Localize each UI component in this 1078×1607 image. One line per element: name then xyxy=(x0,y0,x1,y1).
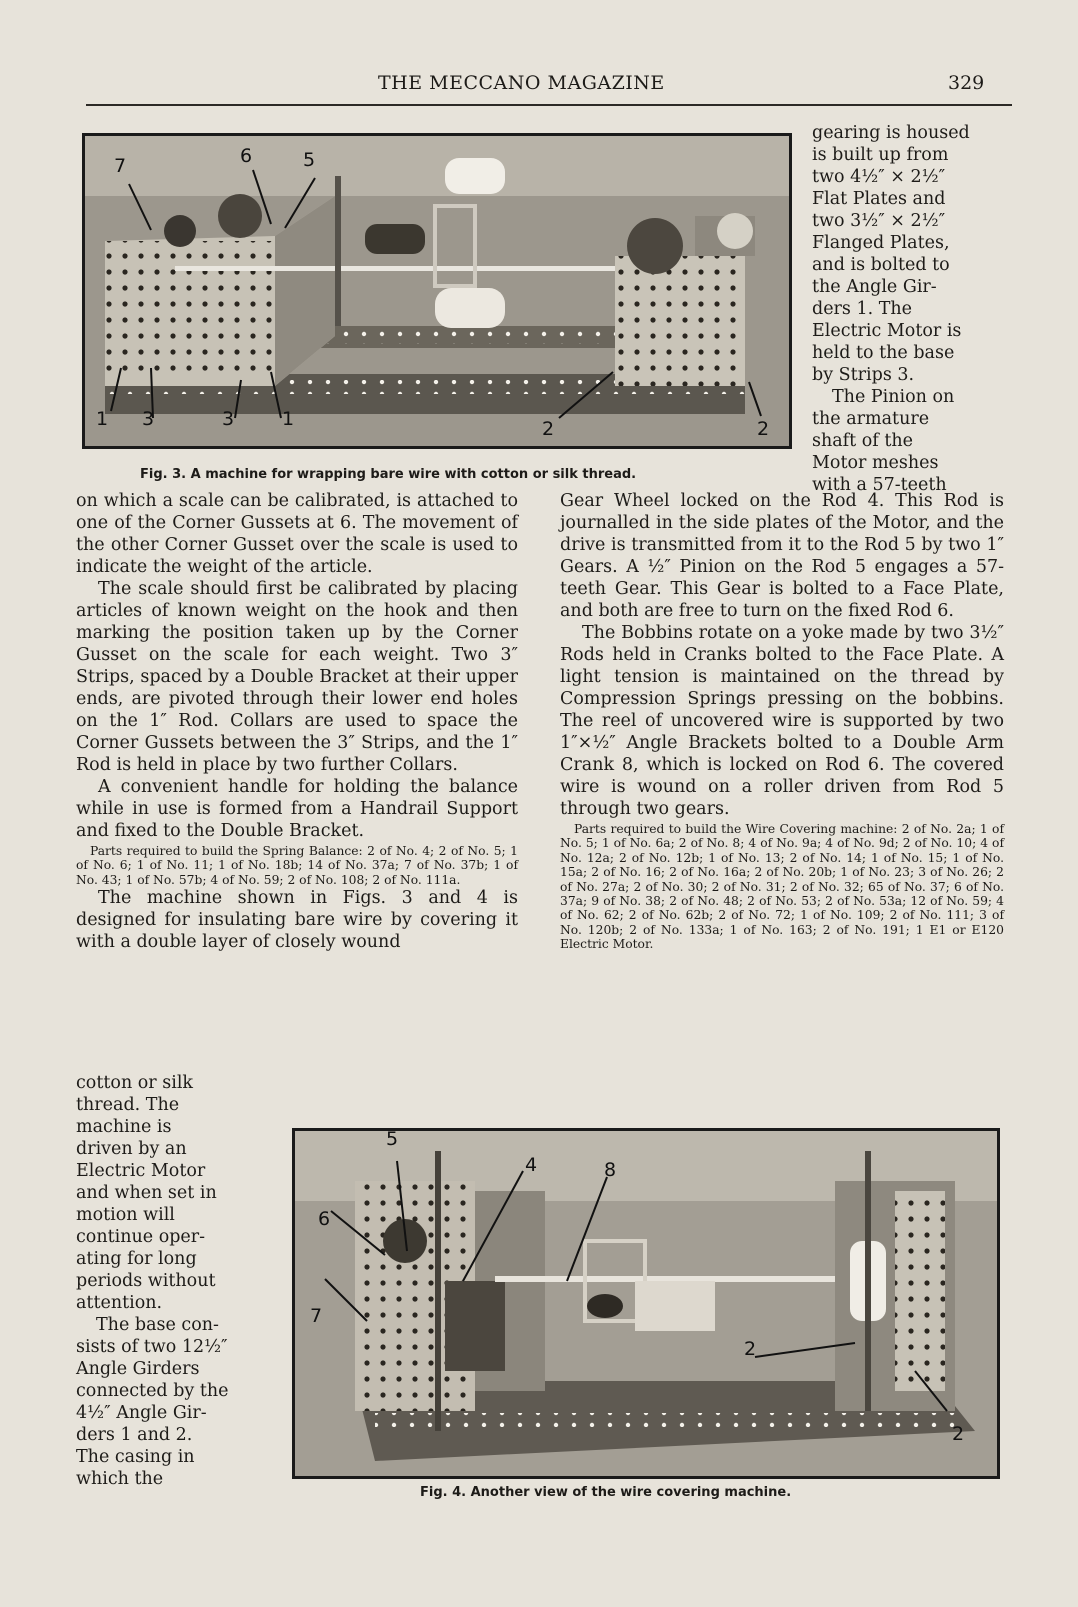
header-rule xyxy=(86,104,1012,106)
text-line: The base con- xyxy=(96,1315,219,1335)
text-line: Flanged Plates, xyxy=(812,233,950,253)
text-line: Flat Plates and xyxy=(812,189,946,209)
text-line: shaft of the xyxy=(812,431,913,451)
text-line: two 3½″ × 2½″ xyxy=(812,211,946,231)
text-line: driven by an xyxy=(76,1139,187,1159)
text-line: continue oper- xyxy=(76,1227,206,1247)
paragraph: The Bobbins rotate on a yoke made by two 3½″ Rods held in Cranks bolted to the Face Plate. A light tension is maintained on the thread by Compression Springs pressing on the bobbins. The reel of uncovered wire is supported by two 1″×½″ Angle Brackets bolted to a Double Arm Crank 8, which is locked on Rod 6. The covered wire is wound on a roller driven from Rod 5 through two gears. xyxy=(560,623,1004,819)
text-line: ders 1 and 2. xyxy=(76,1425,193,1445)
text-line: the Angle Gir- xyxy=(812,277,937,297)
page-number: 329 xyxy=(948,72,985,94)
text-line: and when set in xyxy=(76,1183,217,1203)
parts-list: Parts required to build the Wire Covering machine: 2 of No. 2a; 1 of No. 5; 1 of No. 6a; 2 of No. 8; 4 of No. 9a; 4 of No. 9d; 2 of No. 10; 4 of No. 12a; 2 of No. 12b; 1 of No. 13; 2 of No. 14; 1 of No. 15; 1 of No. 15a; 2 of No. 16; 2 of No. 16a; 2 of No. 20b; 1 of No. 23; 3 of No. 26; 2 of No. 27a; 2 of No. 30; 2 of No. 31; 2 of No. 32; 65 of No. 37; 6 of No. 37a; 9 of No. 38; 2 of No. 48; 2 of No. 53; 2 of No. 53a; 12 of No. 59; 4 of No. 62; 2 of No. 62b; 2 of No. 72; 1 of No. 109; 2 of No. 111; 3 of No. 120b; 2 of No. 133a; 1 of No. 163; 2 of No. 191; 1 E1 or E120 Electric Motor. xyxy=(560,822,1004,952)
text-line: Angle Girders xyxy=(76,1359,200,1379)
text-line: cotton or silk xyxy=(76,1073,194,1093)
paragraph: A convenient handle for holding the balance while in use is formed from a Handrail Support and fixed to the Double Bracket. xyxy=(76,777,518,841)
text-line: and is bolted to xyxy=(812,255,950,275)
callout-7: 7 xyxy=(114,155,127,177)
text-line: which the xyxy=(76,1469,164,1489)
text-line: machine is xyxy=(76,1117,172,1137)
paragraph: The machine shown in Figs. 3 and 4 is designed for insulating bare wire by covering it with a double layer of closely wound xyxy=(76,888,518,953)
text-line: ders 1. The xyxy=(812,299,913,319)
left-narrow-column xyxy=(76,1072,248,1490)
text-line: ating for long xyxy=(76,1249,197,1269)
callout-5: 5 xyxy=(386,1128,399,1150)
text-line: 4½″ Angle Gir- xyxy=(76,1403,207,1423)
parts-list: Parts required to build the Spring Balance: 2 of No. 4; 2 of No. 5; 1 of No. 6; 1 of No. 11; 1 of No. 18b; 14 of No. 37a; 7 of No. 37b; 1 of No. 43; 1 of No. 57b; 4 of No. 59; 2 of No. 108; 2 of No. 111a. xyxy=(76,844,518,887)
figure-4-photo xyxy=(292,1128,1000,1479)
callout-3: 3 xyxy=(142,408,155,430)
callout-7: 7 xyxy=(310,1305,323,1327)
figure-3-photo xyxy=(82,133,792,449)
callout-6: 6 xyxy=(240,145,253,167)
paragraph: The scale should first be calibrated by placing articles of known weight on the hook and then marking the position taken up by the Corner Gusset on the scale for each weight. Two 3″ Strips, spaced by a Double Bracket at their upper ends, are pivoted through their lower end holes on the 1″ Rod. Collars are used to space the Corner Gussets between the 3″ Strips, and the 1″ Rod is held in place by two further Collars. xyxy=(76,579,518,775)
right-column xyxy=(560,490,1004,952)
paragraph: Gear Wheel locked on the Rod 4. This Rod is journalled in the side plates of the Motor, and the drive is transmitted from it to the Rod 5 by two 1″ Gears. A ½″ Pinion on the Rod 5 engages a 57-teeth Gear. This Gear is bolted to a Face Plate, and both are free to turn on the fixed Rod 6. xyxy=(560,491,1004,621)
figure-3-caption: Fig. 3. A machine for wrapping bare wire with cotton or silk thread. xyxy=(140,467,637,482)
text-line: The Pinion on xyxy=(832,387,955,407)
callout-8: 8 xyxy=(604,1159,617,1181)
callout-2: 2 xyxy=(542,418,555,440)
callout-1: 1 xyxy=(96,408,109,430)
text-line: by Strips 3. xyxy=(812,365,915,385)
right-narrow-column xyxy=(812,122,1008,496)
callout-1: 1 xyxy=(282,408,295,430)
callout-5: 5 xyxy=(303,149,316,171)
text-line: Motor meshes xyxy=(812,453,939,473)
text-line: motion will xyxy=(76,1205,175,1225)
paragraph: on which a scale can be calibrated, is attached to one of the Corner Gussets at 6. The movement of the other Corner Gusset over the scale is used to indicate the weight of the article. xyxy=(76,491,518,577)
text-line: the armature xyxy=(812,409,930,429)
text-line: gearing is housed xyxy=(812,123,970,143)
text-line: periods without xyxy=(76,1271,216,1291)
callout-3: 3 xyxy=(222,408,235,430)
figure-4-caption: Fig. 4. Another view of the wire covering machine. xyxy=(420,1485,792,1500)
running-head: THE MECCANO MAGAZINE xyxy=(378,72,665,94)
callout-2: 2 xyxy=(952,1423,965,1445)
text-line: Electric Motor xyxy=(76,1161,206,1181)
text-line: two 4½″ × 2½″ xyxy=(812,167,946,187)
left-column xyxy=(76,490,518,953)
text-line: held to the base xyxy=(812,343,955,363)
callout-2: 2 xyxy=(744,1338,757,1360)
text-line: connected by the xyxy=(76,1381,229,1401)
callout-6: 6 xyxy=(318,1208,331,1230)
text-line: attention. xyxy=(76,1293,163,1313)
callout-2: 2 xyxy=(757,418,770,440)
text-line: with a 57-teeth xyxy=(812,475,947,495)
callout-4: 4 xyxy=(525,1154,538,1176)
text-line: thread. The xyxy=(76,1095,180,1115)
text-line: sists of two 12½″ xyxy=(76,1337,228,1357)
text-line: is built up from xyxy=(812,145,949,165)
text-line: The casing in xyxy=(76,1447,195,1467)
text-line: Electric Motor is xyxy=(812,321,962,341)
